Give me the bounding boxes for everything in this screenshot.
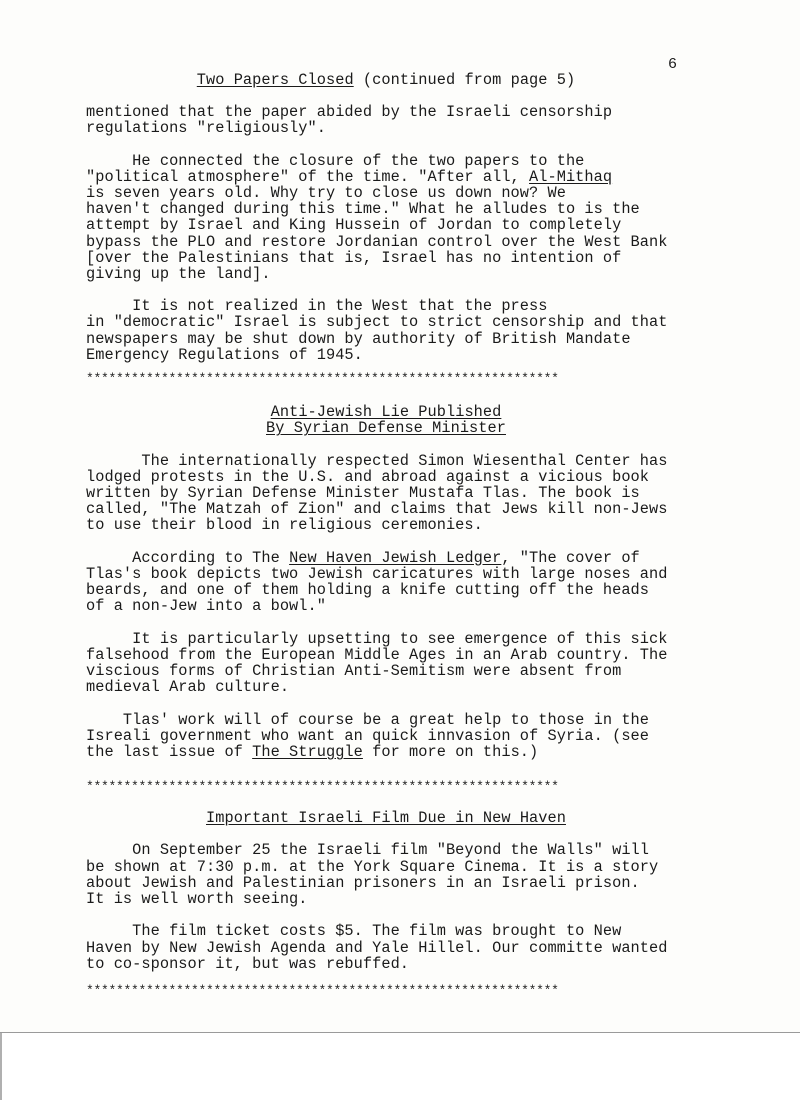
text-line: The internationally respected Simon Wiesenthal Center has (86, 451, 668, 470)
text-line: [over the Palestinians that is, Israel has no intention of (86, 248, 622, 267)
section-two-papers-closed (86, 104, 686, 363)
text-line: Emergency Regulations of 1945. (86, 345, 363, 364)
header-title: Two Papers Closed (196, 71, 354, 89)
text-line: beards, and one of them holding a knife cutting off the heads (86, 581, 650, 600)
text-line: of a non-Jew into a bowl." (86, 597, 326, 616)
text-line: to co-sponsor it, but was rebuffed. (86, 954, 410, 973)
text-line: medieval Arab culture. (86, 678, 290, 697)
section-title: Anti-Jewish Lie Published (270, 403, 502, 421)
text-line: attempt by Israel and King Hussein of Jordan to completely (86, 216, 622, 235)
text-line: called, "The Matzah of Zion" and claims that Jews kill non-Jews (86, 500, 668, 519)
text-line: It is not realized in the West that the press (86, 297, 548, 316)
newspaper-name: Al-Mithaq (529, 167, 613, 186)
text-line: mentioned that the paper abided by the Israeli censorship (86, 103, 613, 121)
text-line: haven't changed during this time." What he alludes to is the (86, 200, 640, 219)
text-line: lodged protests in the U.S. and abroad against a vicious book (86, 467, 650, 486)
scan-border (0, 1032, 800, 1033)
separator: *************************************************************** (86, 984, 559, 998)
text-line: It is well worth seeing. (86, 889, 308, 908)
text-line: falsehood from the European Middle Ages in an Arab country. The (86, 645, 668, 664)
newsletter-name: The Struggle (252, 742, 363, 761)
text-line: He connected the closure of the two papers to the (86, 151, 585, 170)
text-line: to use their blood in religious ceremonies. (86, 516, 483, 535)
newspaper-name: New Haven Jewish Ledger (289, 548, 502, 567)
text-line: Tlas' work will of course be a great help to those in the (86, 710, 650, 729)
text-line: regulations "religiously". (86, 119, 326, 138)
text-line: written by Syrian Defense Minister Mustafa Tlas. The book is (86, 483, 640, 502)
text-line: about Jewish and Palestinian prisoners in an Israeli prison. (86, 873, 640, 892)
text-line: Haven by New Jewish Agenda and Yale Hillel. Our committe wanted (86, 938, 668, 957)
section-title: Important Israeli Film Due in New Haven (206, 809, 566, 827)
page-header (86, 72, 686, 88)
text-line: newspapers may be shut down by authority of British Mandate (86, 329, 631, 348)
text-line: Tlas's book depicts two Jewish caricatures with large noses and (86, 564, 668, 583)
page-number: 6 (668, 56, 678, 73)
text-line: the last issue of (86, 742, 253, 761)
text-line: "political atmosphere" of the time. "After all, (86, 167, 530, 186)
text-line: bypass the PLO and restore Jordanian control over the West Bank (86, 232, 668, 251)
scan-edge (0, 1033, 2, 1100)
text-line: in "democratic" Israel is subject to strict censorship and that (86, 313, 668, 332)
separator: *************************************************************** (86, 372, 559, 386)
section-subtitle: By Syrian Defense Minister (266, 419, 506, 438)
separator: *************************************************************** (86, 780, 559, 794)
text-line: On September 25 the Israeli film "Beyond the Walls" will (86, 841, 650, 860)
text-line: According to The (86, 548, 290, 567)
text-line: Isreali government who want an quick innvasion of Syria. (see (86, 726, 650, 745)
text-line: giving up the land]. (86, 264, 271, 283)
text-line: is seven years old. Why try to close us down now? We (86, 183, 566, 202)
text-line: It is particularly upsetting to see emergence of this sick (86, 629, 668, 648)
section-israeli-film (86, 810, 686, 972)
text-line: viscious forms of Christian Anti-Semitism were absent from (86, 662, 622, 680)
header-continuation: (continued from page 5) (353, 71, 576, 89)
text-line: The film ticket costs $5. The film was brought to New (86, 922, 622, 941)
section-anti-jewish-lie: Anti-Jewish Lie Published By Syrian Defense Minister The internationally respected Simon Wiesenthal Center has lodged protests in the U.S. and abroad against a vicious book written by Syrian Defense Minister Mustafa Tlas. The book is called, "The Matzah of Zion" and claims that Jews kill non-Jews to use their blood in religious ceremonies. According to The New Haven Jewish Ledger, "The cover of Tlas's book depicts two Jewish caricatures with large noses and beards, and one of them holding a knife cutting off the heads of a non-Jew into a bowl." It is particularly upsetting to see emergence of this sick falsehood from the European Middle Ages in an Arab country. The viscious forms of Christian Anti-Semitism were absent from medieval Arab culture. Tlas' work will of course be a great help to those in the Isreali government who want an quick innvasion of Syria. (see the last issue of The Struggle for more on this.) (86, 404, 686, 760)
text-line: be shown at 7:30 p.m. at the York Square Cinema. It is a story (86, 857, 659, 876)
